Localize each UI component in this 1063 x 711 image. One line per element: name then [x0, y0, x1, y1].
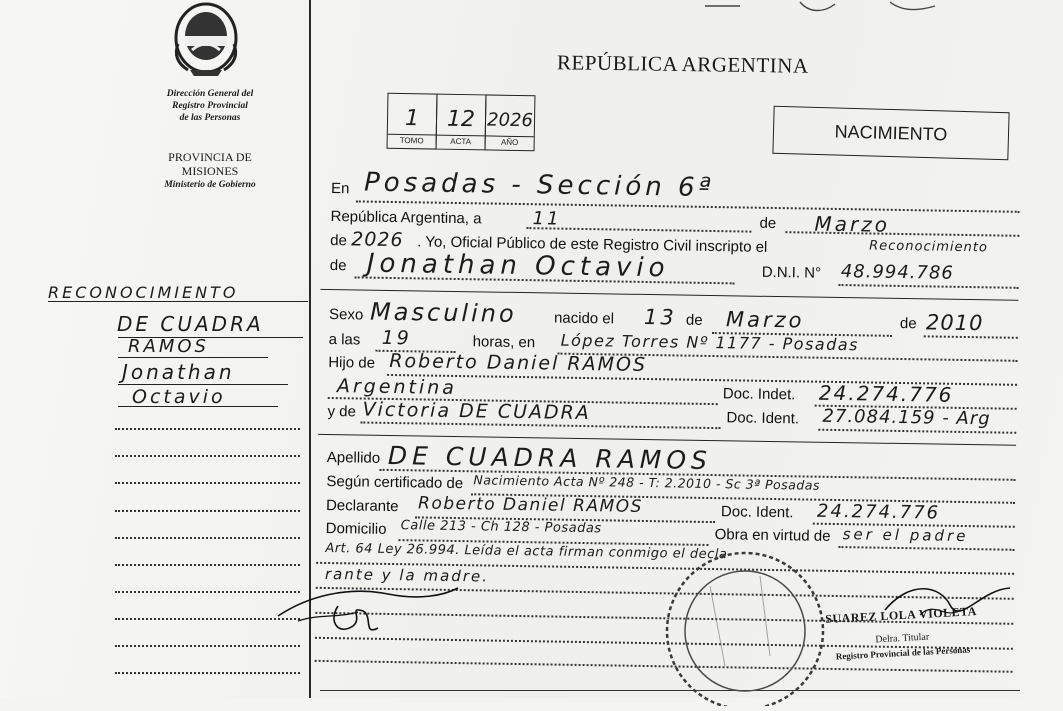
tomo-label: TOMO: [388, 134, 436, 146]
doc-ident-label-2: Doc. Ident.: [720, 503, 794, 522]
officer-title-2: Registro Provincial de las Personas: [835, 644, 971, 662]
dotted-line: [924, 335, 1018, 338]
ano-value: 2026: [486, 109, 534, 132]
father-name-value: Roberto Daniel RAMOS: [389, 349, 648, 376]
record-type-label: NACIMIENTO: [834, 121, 948, 145]
declarante-label: Declarante: [325, 496, 399, 516]
horas-label: horas, en: [472, 333, 536, 352]
margin-note-line-1: RECONOCIMIENTO: [48, 283, 239, 302]
officer-signature: [880, 570, 1020, 630]
surname-value: DE CUADRA RAMOS: [387, 440, 713, 476]
apellido-label: Apellido: [326, 448, 381, 467]
birth-year-value: 2010: [925, 310, 984, 336]
act-type-value: Reconocimiento: [869, 238, 988, 256]
birth-day-value: 13: [643, 304, 677, 330]
address-value: Calle 213 - Ch 128 - Posadas: [400, 518, 602, 537]
dotted-line: [818, 429, 1016, 434]
ano-label: AÑO: [486, 135, 534, 147]
doc-ident-label: Doc. Ident.: [726, 409, 800, 428]
birth-hour-value: 19: [381, 326, 413, 350]
father-doc-value: 24.274.776: [818, 380, 954, 407]
domicilio-label: Domicilio: [325, 519, 387, 538]
segun-label: Según certificado de: [326, 472, 464, 493]
sex-value: Masculino: [369, 297, 517, 328]
de-label: de: [759, 214, 777, 233]
certificate-value: Nacimiento Acta Nº 248 - T: 2.2010 - Sc 3ª Posadas: [473, 472, 821, 493]
birth-place-value: López Torres Nº 1177 - Posadas: [560, 330, 860, 355]
tomo-value: 1: [404, 106, 420, 132]
province-line-1: PROVINCIA DE: [168, 150, 252, 164]
y-de-label: y de: [327, 402, 357, 421]
acta-value: 12: [446, 106, 476, 133]
declarant-value: Roberto Daniel RAMOS: [417, 493, 644, 517]
dotted-line: [838, 546, 1014, 551]
nacido-label: nacido el: [553, 309, 615, 328]
top-scribble: [700, 0, 960, 18]
alas-label: a las: [328, 330, 361, 349]
de-label-4: de: [685, 311, 703, 329]
officer-title-1: Delra. Titular: [875, 631, 930, 646]
officer-text: . Yo, Oficial Público de este Registro Civil inscripto el: [417, 233, 768, 256]
father-nationality-value: Argentina: [336, 375, 458, 400]
day-value: 11: [532, 208, 562, 230]
de-label-3: de: [329, 257, 347, 275]
hijo-label: Hijo de: [328, 353, 376, 372]
margin-note-line-4: Jonathan: [122, 360, 235, 384]
mother-doc-value: 27.084.159 - Arg: [822, 405, 991, 430]
sexo-label: Sexo: [328, 306, 364, 324]
month-value: Marzo: [814, 211, 891, 237]
de-label-2: de: [330, 232, 348, 250]
law-text-value: Art. 64 Ley 26.994. Leída el acta firman conmigo el decla-: [325, 540, 733, 563]
obra-value: ser el padre: [842, 525, 969, 546]
agency-line-2: Registro Provincial: [172, 101, 248, 111]
declarant-doc-value: 24.274.776: [816, 500, 941, 524]
doc-indet-label: Doc. Indet.: [722, 385, 796, 404]
agency-line-1: Dirección General del: [166, 89, 254, 99]
margin-note-line-5: Octavio: [132, 386, 226, 408]
margin-note-line-2: DE CUADRA: [117, 312, 264, 336]
obra-label: Obra en virtud de: [714, 526, 831, 545]
mother-name-value: Victoria DE CUADRA: [362, 398, 591, 425]
agency-line-3: de las Personas: [179, 113, 241, 123]
closing-text-value: rante y la madre.: [324, 564, 490, 586]
place-value: Posadas - Sección 6ª: [363, 167, 716, 204]
birth-month-value: Marzo: [725, 307, 805, 333]
dni-label: D.N.I. N°: [761, 263, 822, 282]
child-name-value: Jonathan Octavio: [366, 248, 670, 284]
dotted-line: [526, 227, 751, 233]
acta-label: ACTA: [437, 135, 485, 147]
dni-value: 48.994.786: [840, 261, 954, 284]
margin-note-line-3: RAMOS: [128, 336, 209, 357]
ministry-line: Ministerio de Gobierno: [164, 180, 256, 190]
country-title: REPÚBLICA ARGENTINA: [556, 50, 809, 78]
province-line-2: MISIONES: [181, 164, 239, 178]
year-value: 2026: [351, 228, 404, 252]
dotted-line: [839, 284, 1019, 289]
en-label: En: [330, 180, 350, 198]
republica-label: República Argentina, a: [330, 208, 482, 228]
officer-name: SUAREZ LOLA VIOLETA: [824, 604, 978, 626]
de-label-5: de: [899, 314, 917, 333]
declarant-signature: [268, 566, 468, 646]
